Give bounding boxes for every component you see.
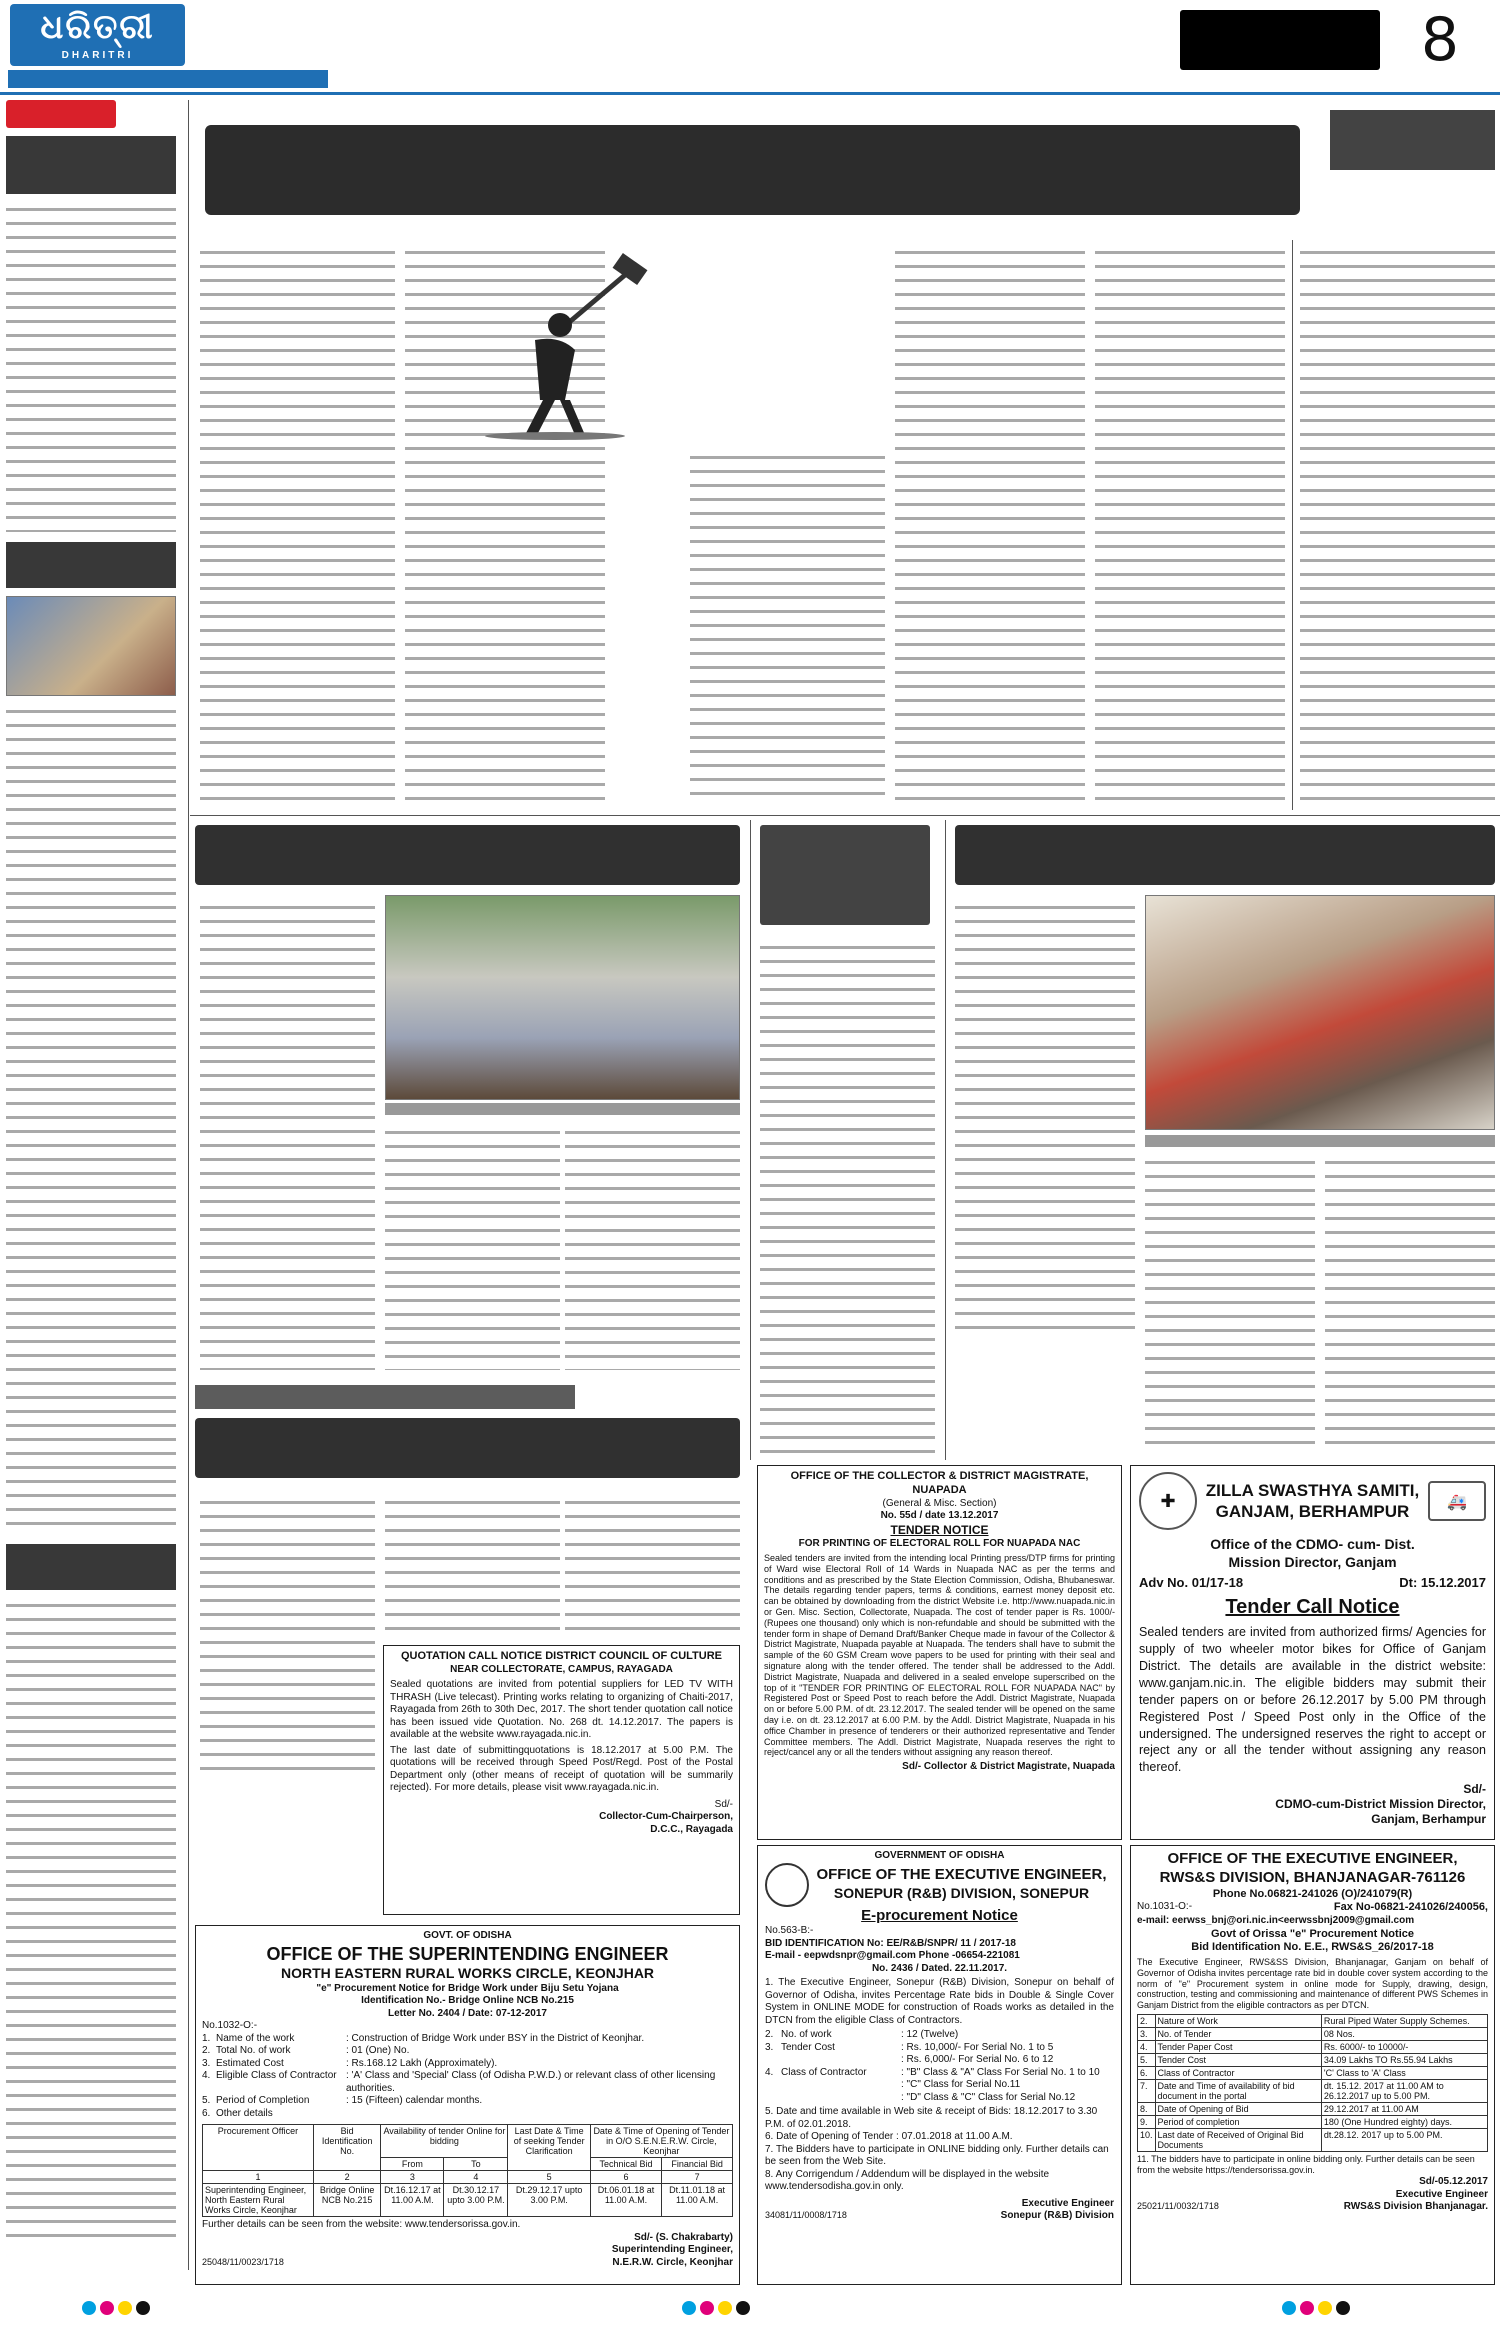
collector-visit-col-3	[565, 1125, 740, 1370]
bhanja-ad-p1: The Executive Engineer, RWS&SS Division, Bhanjanagar, Ganjam on behalf of Governor of Odisha invites percentage rate bid in double cover system according to the norm of "e" Procurement system in online mode for Supply, drawing, design, construction, testing and commissioning and maintenance of different PWS Schemes in Ganjam District from the eligible contractors as per DTCN.	[1137, 1957, 1488, 2011]
mid-rule-2	[945, 820, 946, 1460]
brief-2-headline	[6, 542, 176, 588]
ganjam-ad-office-1: Office of the CDMO- cum- Dist.	[1210, 1536, 1415, 1552]
sonepur-detail-row: : Rs. 6,000/- For Serial No. 6 to 12	[901, 2054, 1054, 2066]
odisha-emblem-icon	[765, 1863, 809, 1907]
side-story-body	[1300, 245, 1495, 805]
abduction-headline	[760, 825, 930, 925]
midday-meal-col-3	[565, 1495, 740, 1635]
hyderabad-col-1	[955, 900, 1135, 1340]
labourer-illustration	[465, 250, 685, 440]
collector-visit-caption	[385, 1103, 740, 1115]
sonepur-tender-ad	[757, 1845, 1122, 2285]
bhanja-table-row: 6. Class of Contractor 'C' Class to 'A' Class	[1138, 2066, 1488, 2079]
keonjhar-ad-code: 25048/11/0023/1718	[202, 2256, 284, 2267]
dharitri-logo: ଧରିତ୍ରୀ DHARITRI	[10, 4, 185, 66]
bhanja-table-row: 8. Date of Opening of Bid 29.12.2017 at 11.00 AM	[1138, 2102, 1488, 2115]
sonepur-ad-p8: 8. Any Corrigendum / Addendum will be displayed in the website www.tendersodisha.gov.in only.	[765, 2168, 1050, 2193]
print-registration-marks	[0, 2295, 1500, 2325]
bhanja-ad-sign-3: RWS&S Division Bhanjanagar.	[1343, 2201, 1488, 2213]
bhanja-table-row: 5. Tender Cost 34.09 Lakhs TO Rs.55.94 Lakhs	[1138, 2053, 1488, 2066]
keonjhar-ad-title-2: NORTH EASTERN RURAL WORKS CIRCLE, KEONJHAR	[280, 1965, 655, 1981]
lead-story-col-4	[895, 245, 1085, 805]
brief-1-body	[6, 202, 176, 532]
hyderabad-headline	[955, 825, 1495, 885]
dateline-bar	[8, 70, 328, 88]
hyderabad-col-2	[1145, 1155, 1315, 1455]
ganjam-ad-tcn: Tender Call Notice	[1225, 1596, 1400, 1619]
midday-meal-col-1	[200, 1495, 375, 1770]
sonepur-ad-p1: 1. The Executive Engineer, Sonepur (R&B) Division, Sonepur on behalf of Governor of Odisha, invites Percentage Rate bids in Double & Single Cover System in ONLINE MODE for construction of Roads works as detailed in the DTCN from the eligible Class of Contractors.	[765, 1977, 1114, 2026]
keonjhar-ad-table: Procurement Officer Bid Identification No. Availability of tender Online for bidding Last Date & Time of seeking Tender Clarification Date & Time of Opening of Tender in O/O S.E.N.E.R.W. Circle, Keonjhar From To Technical Bid Financial Bid 1 2 3 4 5 6 7 Superintending Engineer, North Eastern Rural Works Circle, Keonjhar Bridge Online NCB No.215 Dt.16.12.17 at 11.00 A.M. Dt.30.12.17 upto 3.00 P.M. Dt.29.12.17 upto 3.00 P.M. Dt.06.01.18 at 11.00 A.M. Dt.11.01.18 at 11.00 A.M.	[202, 2124, 733, 2217]
keonjhar-ad-govt: GOVT. OF ODISHA	[423, 1930, 512, 1941]
culture-ad-body-1: Sealed quotations are invited from potential suppliers for LED TV WITH THRASH (Live telecast). Printing works relating to organizing of Chaiti-2017, Rayagada from 26th to 30th Dec, 2017. The short tender quotation call notice has been issued vide Quotation. No. 268 dt. 14.12.2017. The papers is available at the website www.rayagada.nic.in.	[390, 1679, 733, 1741]
lead-story-col-1	[200, 245, 395, 805]
keonjhar-ad-notice: "e" Procurement Notice for Bridge Work under Biju Setu Yojana	[316, 1982, 619, 1994]
yellow-dot	[118, 2301, 132, 2315]
lead-story-col-5	[1095, 245, 1285, 805]
lead-headline	[195, 105, 1320, 235]
sonepur-ad-sign-2: Sonepur (R&B) Division	[1000, 2210, 1114, 2222]
ganjam-ad-sign-3: Ganjam, Berhampur	[1371, 1812, 1486, 1827]
keonjhar-detail-row: 6. Other details	[202, 2107, 273, 2119]
sonepur-ad-title-1: OFFICE OF THE EXECUTIVE ENGINEER,	[816, 1866, 1107, 1884]
nuapada-ad-sign: Sd/- Collector & District Magistrate, Nuapada	[902, 1761, 1115, 1773]
bhanja-ad-ref: No.1031-O:-	[1137, 1901, 1193, 1913]
sonepur-detail-row: 3. Tender Cost : Rs. 10,000/- For Serial No. 1 to 5	[765, 2041, 1054, 2053]
sonepur-ad-bid: BID IDENTIFICATION No: EE/R&B/SNPR/ 11 / 2017-18	[765, 1937, 1016, 1949]
sonepur-ad-p7: 7. The Bidders have to participate in ONLINE bidding only. Further details can be seen from the Web Site.	[765, 2143, 1109, 2168]
sonepur-detail-row: 4. Class of Contractor : "B" Class & "A" Class For Serial No. 1 to 10	[765, 2066, 1100, 2078]
keonjhar-ad-title-1: OFFICE OF THE SUPERINTENDING ENGINEER	[266, 1943, 669, 1964]
culture-ad-title: QUOTATION CALL NOTICE DISTRICT COUNCIL OF CULTURE	[400, 1650, 723, 1662]
culture-ad-sign-2: Collector-Cum-Chairperson,	[599, 1811, 733, 1823]
abduction-story	[760, 940, 935, 1460]
nuapada-ad-number: No. 55d / date 13.12.2017	[880, 1510, 999, 1521]
ambulance-icon: 🚑	[1428, 1481, 1486, 1521]
keonjhar-ad-details	[202, 2033, 733, 2121]
page-number: 8	[1420, 5, 1460, 75]
injured-worker-photo	[1145, 895, 1495, 1130]
side-headline	[1330, 110, 1495, 170]
collector-visit-headline	[195, 825, 740, 885]
keonjhar-ad-letter: Letter No. 2404 / Date: 07-12-2017	[388, 2007, 547, 2019]
registration-dots-center	[680, 2301, 752, 2315]
culture-ad-sign-1: Sd/-	[714, 1798, 733, 1810]
briefs-column	[6, 100, 181, 2280]
magenta-dot	[1300, 2301, 1314, 2315]
ganjam-ad-date: Dt: 15.12.2017	[1399, 1575, 1486, 1590]
magenta-dot	[700, 2301, 714, 2315]
keonjhar-ad-ident: Identification No.- Bridge Online NCB No.215	[361, 1995, 574, 2006]
keonjhar-detail-row: 5. Period of Completion : 15 (Fifteen) calendar months.	[202, 2095, 483, 2106]
yellow-dot	[1318, 2301, 1332, 2315]
brief-2-body	[6, 704, 176, 1534]
sonepur-detail-row: : "C" Class for Serial No.11	[901, 2079, 1021, 2091]
sonepur-ad-code: 34081/11/0008/1718	[765, 2210, 847, 2221]
bhanja-ad-email: e-mail: eerwss_bnj@ori.nic.in<eerwssbnj2009@gmail.com	[1137, 1915, 1415, 1926]
bhanja-table-row: 3. No. of Tender 08 Nos.	[1138, 2027, 1488, 2040]
sonepur-ad-details	[765, 2029, 1114, 2104]
culture-ad-body-2: The last date of submittingquotations is 18.12.2017 at 5.00 P.M. The quotations will be received through Speed Post/Regd. Post of the Postal Department only (other means of receipt of quotation will be summarily rejected). For more details, please visit www.rayagada.nic.in.	[390, 1744, 733, 1794]
yellow-dot	[718, 2301, 732, 2315]
logo-brand-text: DHARITRI	[61, 50, 134, 61]
keonjhar-detail-row: 1. Name of the work : Construction of Bridge Work under BSY in the District of Keonjhar.	[202, 2032, 645, 2044]
bhanjanagar-tender-ad	[1130, 1845, 1495, 2285]
bhanja-ad-sign-1: Sd/-05.12.2017	[1419, 2176, 1488, 2188]
midday-meal-col-2	[385, 1495, 560, 1635]
sonepur-detail-row: 2. No. of work : 12 (Twelve)	[765, 2029, 959, 2041]
injured-worker-caption	[1145, 1135, 1495, 1147]
keonjhar-ad-sign-1: Sd/- (S. Chakrabarty)	[634, 2231, 733, 2243]
lead-story-col-3	[690, 450, 885, 805]
masthead-rule	[0, 92, 1500, 95]
ganjam-ad-sign-2: CDMO-cum-District Mission Director,	[1275, 1797, 1486, 1812]
culture-ad-subtitle: NEAR COLLECTORATE, CAMPUS, RAYAGADA	[450, 1663, 673, 1675]
sonepur-ad-eproc: E-procurement Notice	[861, 1906, 1018, 1924]
ganjam-ad-title-2: GANJAM, BERHAMPUR	[1215, 1502, 1410, 1521]
sonepur-ad-ref: No.563-B:-	[765, 1925, 814, 1937]
brief-3-headline	[6, 1544, 176, 1590]
bhanja-ad-bid: Bid Identification No. E.E., RWS&S_26/2017-18	[1191, 1941, 1434, 1954]
sonepur-detail-row: : "D" Class & "C" Class for Serial No.12	[901, 2091, 1076, 2103]
midday-meal-kicker	[195, 1385, 575, 1409]
ganjam-tender-ad	[1130, 1465, 1495, 1840]
sonepur-ad-govt: GOVERNMENT OF ODISHA	[874, 1850, 1005, 1861]
bhanja-ad-title-1: OFFICE OF THE EXECUTIVE ENGINEER,	[1167, 1850, 1458, 1867]
nuapada-ad-body: Sealed tenders are invited from the intending local Printing press/DTP firms for printing of Ward wise Electoral Roll of 14 Wards in Nuapada NAC as per the terms and conditions and as prescribed by the State Election Commission, Odisha, Bhubaneswar. The details regarding tender papers, terms & conditions, earnest money deposit etc. can be obtained by downloading from the district Website i.e. http://www.nuapada.nic.in or Gen. Misc. Section, Collectorate, Nuapada. The cost of tender paper is Rs. 1000/- (Rupees one thousand) only which is non-refundable and should be submitted with the tender form in shape of Demand Draft/Banker Cheque made in favour of the Collector & District Magistrate, Nuapada payable at Nuapada. The tenders shall have to submit the sample of the 60 GSM Cream wove papers to be used for printing with their seal and signature along with the tender offered. The tender shall be addressed to the Addl. District Magistrate, Nuapada and delivered in a sealed envelope superscribed on the top of it "TENDER FOR PRINTING OF ELECTORAL ROLL FOR NUAPADA NAC" by Registered Post or Speed Post to reach before the Addl. District Magistrate, Nuapada on or before 5.00 P.M. of dt. 23.12.2017. The sealed tender will be opened on the same day i.e. on dt. 23.12.2017 at 6.00 P.M. by the Addl. District Magistrate, Nuapada in his office Chamber in presence of tenderers or their authorized representative and Tender Committee members. The Addl. District Magistrate, Nuapada reserves the right to reject/cancel any or all the tenders without assigning any reason thereof.	[764, 1553, 1115, 1758]
ganjam-ad-body: Sealed tenders are invited from authorized firms/ Agencies for supply of two wheeler motor bikes for Office of Ganjam District. The details are available in the district website: www.ganjam.nic.in. The eligible bidders may submit their tender papers on or before 26.12.2017 by 5.00 PM through Registered Post / Speed Post only in the Office of the undersigned. The undersigned reserves the right to accept or reject any or all the tender without assigning any reason thereof.	[1139, 1625, 1486, 1775]
bhanja-table-row: 4. Tender Paper Cost Rs. 6000/- to 10000/-	[1138, 2040, 1488, 2053]
bhanja-ad-code: 25021/11/0032/1718	[1137, 2201, 1219, 2212]
bhanja-ad-govt: Govt of Orissa "e" Procurement Notice	[1211, 1927, 1414, 1940]
ganjam-ad-sign-1: Sd/-	[1463, 1782, 1486, 1797]
cyan-dot	[82, 2301, 96, 2315]
cyan-dot	[1282, 2301, 1296, 2315]
magenta-dot	[100, 2301, 114, 2315]
midday-meal-headline	[195, 1418, 740, 1478]
keonjhar-detail-row: 4. Eligible Class of Contractor : 'A' Class and 'Special' Class (of Odisha P.W.D.) or relevant class of other licensing authorities.	[202, 2070, 716, 2094]
nhm-logo: ✚	[1139, 1472, 1197, 1530]
collector-visit-photo	[385, 895, 740, 1100]
briefs-header-badge	[6, 100, 116, 128]
bhanja-table-row: 2. Nature of Work Rural Piped Water Supply Schemes.	[1138, 2014, 1488, 2027]
collector-visit-col-2	[385, 1125, 560, 1370]
cyan-dot	[682, 2301, 696, 2315]
keonjhar-ad-further: Further details can be seen from the website: www.tendersorissa.gov.in.	[202, 2219, 521, 2230]
sonepur-ad-p6: 6. Date of Opening of Tender : 07.01.2018 at 11.00 A.M.	[765, 2131, 1013, 2143]
bhanja-table-row: 10. Last date of Received of Original Bid Documents dt.28.12. 2017 up to 5.00 PM.	[1138, 2128, 1488, 2151]
bhanja-table-row: 9. Period of completion 180 (One Hundred eighty) days.	[1138, 2115, 1488, 2128]
masthead	[0, 0, 1500, 90]
sonepur-ad-title-2: SONEPUR (R&B) DIVISION, SONEPUR	[833, 1885, 1090, 1902]
sonepur-ad-p5: 5. Date and time available in Web site & receipt of Bids: 18.12.2017 to 3.30 P.M. of 02.01.2018.	[765, 2106, 1098, 2130]
culture-quotation-ad	[383, 1645, 740, 1915]
keonjhar-tender-ad	[195, 1925, 740, 2285]
bhanja-ad-phone: Phone No.06821-241026 (O)/241079(R)	[1212, 1887, 1413, 1900]
ganjam-ad-office-2: Mission Director, Ganjam	[1228, 1553, 1397, 1570]
nuapada-ad-subject: FOR PRINTING OF ELECTORAL ROLL FOR NUAPADA NAC	[798, 1537, 1081, 1549]
black-dot	[136, 2301, 150, 2315]
bhanja-ad-p11: 11. The bidders have to participate in online bidding only. Further details can be seen from the website https://tendersorissa.gov.in.	[1137, 2153, 1475, 2176]
lead-side-rule	[1292, 240, 1293, 810]
black-dot	[1336, 2301, 1350, 2315]
bhanja-ad-sign-2: Executive Engineer	[1395, 2188, 1488, 2200]
blood-donation-photo	[6, 596, 176, 696]
left-column-rule	[188, 100, 189, 2270]
brief-1-headline	[6, 136, 176, 194]
keonjhar-detail-row: 2. Total No. of work : 01 (One) No.	[202, 2045, 410, 2056]
brief-3-body	[6, 1598, 176, 2238]
bhanja-ad-title-2: RWS&S DIVISION, BHANJANAGAR-761126	[1159, 1868, 1466, 1886]
keonjhar-detail-row: 3. Estimated Cost : Rs.168.12 Lakh (Approximately).	[202, 2057, 498, 2069]
keonjhar-ad-sign-3: N.E.R.W. Circle, Keonjhar	[612, 2256, 733, 2268]
collector-visit-col-1	[200, 900, 375, 1370]
black-dot	[736, 2301, 750, 2315]
bhanja-ad-fax: Fax No-06821-241026/240056,	[1333, 1901, 1488, 1914]
sonepur-ad-email: E-mail - eepwdsnpr@gmail.com Phone -06654-221081	[765, 1950, 1020, 1962]
ganjam-ad-title-1: ZILLA SWASTHYA SAMITI,	[1205, 1480, 1420, 1500]
section-header	[1180, 10, 1380, 70]
sonepur-ad-no: No. 2436 / Dated. 22.11.2017.	[871, 1962, 1008, 1974]
lead-bottom-rule	[190, 815, 1500, 816]
sonepur-ad-sign-1: Executive Engineer	[1021, 2197, 1114, 2209]
bhanja-ad-table	[1137, 2014, 1488, 2152]
keonjhar-ad-sign-2: Superintending Engineer,	[611, 2244, 733, 2255]
registration-dots-right	[1280, 2301, 1352, 2315]
registration-dots-left	[80, 2301, 152, 2315]
hyderabad-col-3	[1325, 1155, 1495, 1455]
culture-ad-sign-3: D.C.C., Rayagada	[650, 1823, 733, 1835]
nuapada-ad-title: OFFICE OF THE COLLECTOR & DISTRICT MAGISTRATE, NUAPADA	[790, 1470, 1089, 1496]
mid-rule-1	[750, 820, 751, 1460]
bhanja-table-row: 7. Date and Time of availability of bid document in the portal dt. 15.12. 2017 at 11.00 AM to 26.12.2017 up to 5.00 PM.	[1138, 2079, 1488, 2102]
nuapada-ad-tender-notice: TENDER NOTICE	[890, 1522, 989, 1537]
nuapada-tender-ad	[757, 1465, 1122, 1840]
keonjhar-ad-ref: No.1032-O:-	[202, 2020, 258, 2031]
nuapada-ad-section: (General & Misc. Section)	[882, 1497, 997, 1509]
ganjam-ad-adv-no: Adv No. 01/17-18	[1139, 1575, 1244, 1590]
